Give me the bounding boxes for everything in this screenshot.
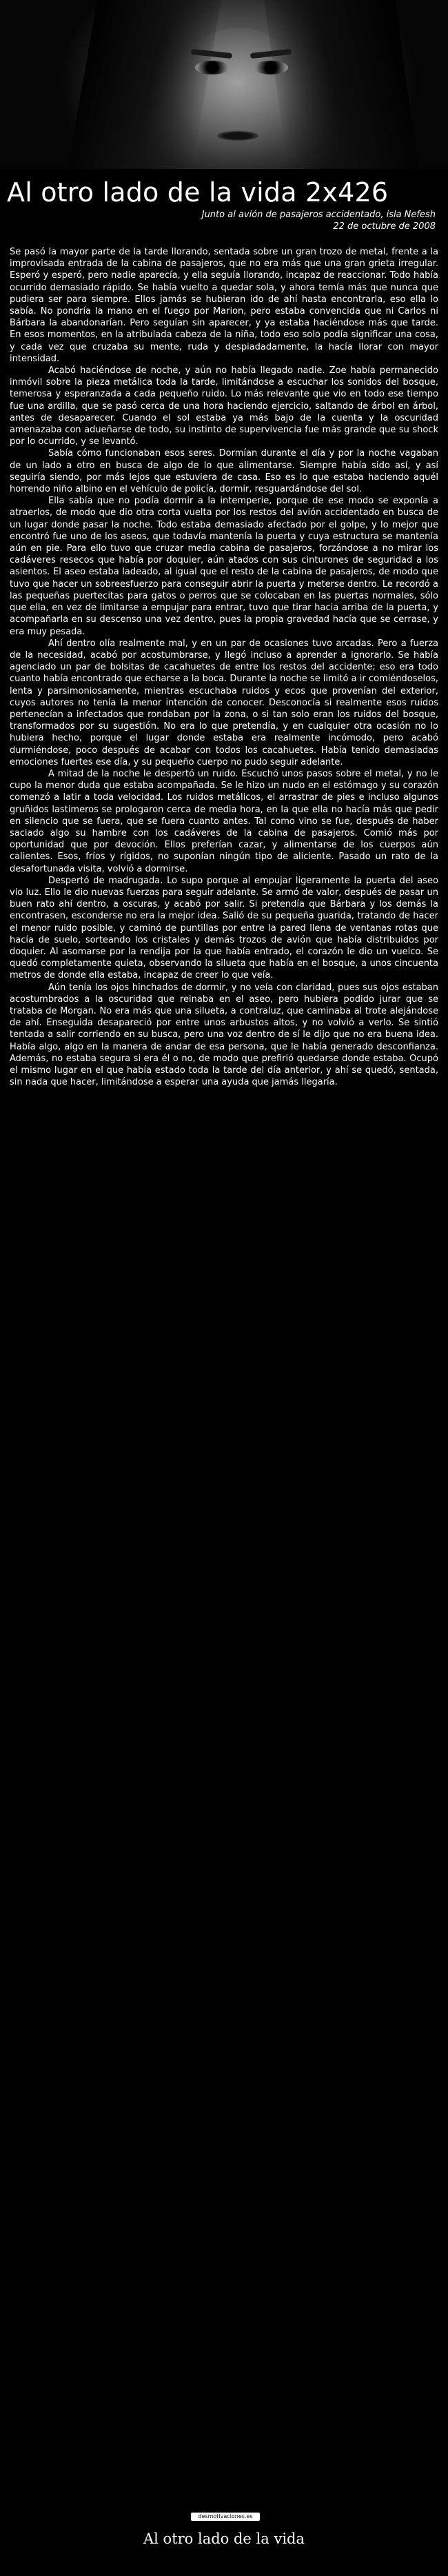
paragraph: Ahí dentro olía realmente mal, y en un par de ocasiones tuvo arcadas. Pero a fuerza de la necesidad, acabó por acostumbrarse, y llegó incluso a aprender a ignorarlo. Se había agenciado un par de bolsitas de cacahuetes de entre los restos del accidente; eso era todo cuanto había encontrado que echarse a la boca. Durante la noche se limitó a ir comiéndoselos, lenta y parsimoniosamente, mientras escuchaba ruidos y ecos que provenían del exterior, cuyos autores no tenía la menor intención de conocer. Desconocía si realmente esos ruidos pertenecían a infectados que rondaban por la zona, o si tan solo eran los ruidos del bosque, transformados por su sugestión. No era lo que pretendía, y en cualquier otra ocasión no lo hubiera hecho, porque el lugar donde estaba era realmente incómodo, pero acabó durmiéndose, poco después de acabar con todos los cacahuetes. Había tenido demasiadas emociones fuertes ese día, y su pequeño cuerpo no pudo seguir adelante. bbox=[10, 638, 438, 767]
paragraph: A mitad de la noche le despertó un ruido. Escuchó unos pasos sobre el metal, y no le cupo la menor duda que estaba acompañada. Se le hizo un nudo en el estómago y su corazón comenzó a latir a toda velocidad. Los ruidos metálicos, el arrastrar de pies e incluso algunos gruñidos lastimeros se prologaron cerca de media hora, en la que ella no hacía más que pedir en silencio que se fuera, que se fuera cuanto antes. Tal como vino se fue, después de haber saciado algo su hambre con los cadáveres de la cabina de pasajeros. Comió más por oportunidad que por devoción. Ellos preferían cazar, y alimentarse de los cuerpos aún calientes. Esos, fríos y rígidos, no suponían ningún tipo de aliciente. Pasado un rato de la desafortunada visita, volvió a dormirse. bbox=[10, 768, 438, 874]
mouth bbox=[217, 131, 258, 141]
site-watermark: desmotivaciones.es bbox=[191, 2513, 260, 2521]
paragraph: Sabía cómo funcionaban esos seres. Dormían durante el día y por la noche vagaban de un lado a otro en busca de algo de lo que alimentarse. Siempre había sido así, y así seguiría siendo, por más lejos que estuviera de casa. Eso es lo que estaba haciendo aquél horrendo niño albino en el vehículo de policía, dormir, resguardándose del sol. bbox=[10, 448, 438, 495]
header-photo bbox=[0, 0, 448, 169]
paragraph: Se pasó la mayor parte de la tarde llorando, sentada sobre un gran trozo de metal, frente a la improvisada entrada de la cabina de pasajeros, que no era más que una gran grieta irregular. Esperó y esperó, pero nadie aparecía, y ella seguía llorando, incapaz de reaccionar. Todo había ocurrido demasiado rápido. Se había vuelto a quedar sola, y ahora temía más que nunca que pudiera ser para siempre. Ellos jamás se hubieran ido de ahí hasta encontrarla, eso ella lo sabía. No pondría la mano en el fuego por Marion, pero estaba convencida que ni Carlos ni Bárbara la abandonarían. Pero seguían sin aparecer, y ya estaba haciéndose más que tarde. En esos momentos, en la atribulada cabeza de la niña, todo eso solo podía significar una cosa, y cada vez que cruzaba su mente, ruda y despiadadamente, la hacía llorar con mayor intensidad. bbox=[10, 247, 438, 364]
story-subtitle bbox=[0, 208, 448, 232]
subtitle-location: Junto al avión de pasajeros accidentado, isla Nefesh bbox=[201, 210, 436, 220]
left-eye bbox=[195, 61, 230, 74]
paragraph: Acabó haciéndose de noche, y aún no había llegado nadie. Zoe había permanecido inmóvil sobre la pieza metálica toda la tarde, limitándose a escuchar los sonidos del bosque, temerosa y esperanzada a cada pequeño ruido. Lo más relevante que vio en todo ese tiempo fue una ardilla, que se pasó cerca de una hora haciendo ejercicio, saltando de árbol en árbol, antes de desaparecer. Cuando el sol estaba ya más bajo de la cuenta y la oscuridad amenazaba con adueñarse de todo, su instinto de supervivencia fue más grande que su shock por lo ocurrido, y se levantó. bbox=[10, 365, 438, 447]
paragraph: Ella sabía que no podía dormir a la intemperie, porque de ese modo se exponía a atraerlos, de modo que dio otra corta vuelta por los restos del avión accidentado en busca de un lugar donde pasar la noche. Todo estaba demasiado afectado por el golpe, y lo mejor que encontró fue uno de los aseos, que todavía mantenía la puerta y cuya estructura se mantenía aún en pie. Para ello tuvo que cruzar media cabina de pasajeros, forzándose a no mirar los cadáveres resecos que había por doquier, aún atados con sus cinturones de seguridad a los asientos. El aseo estaba ladeado, al igual que el resto de la cabina de pasajeros, de modo que tuvo que hacer un sobreesfuerzo para conseguir abrir la puerta y meterse dentro. Le recordó a las pequeñas puertecitas para gatos o perros que se colocaban en las puertas normales, sólo que ella, en vez de limitarse a empujar para entrar, tuvo que tirar hacia arriba de la puerta, y acompañarla en su descenso una vez dentro, pues la propia gravedad hacía que se cerrase, y era muy pesada. bbox=[10, 496, 438, 637]
paragraph: Despertó de madrugada. Lo supo porque al empujar ligeramente la puerta del aseo vio luz. Ello le dio nuevas fuerzas para seguir adelante. Se armó de valor, después de pasar un buen rato ahí dentro, a oscuras, y acabó por salir. Si pretendía que Bárbara y los demás la encontrasen, esconderse no era la mejor idea. Salió de su pequeña guarida, tratando de hacer el menor ruido posible, y caminó de puntillas por entre la pared llena de ventanas rotas que hacía de suelo, sorteando los cristales y demás trozos de avión que había distribuidos por doquier. Al asomarse por la rendija por la que había entrado, el corazón le dio un vuelco. Se quedó completamente quieta, observando la silueta que había en el bosque, a unos cincuenta metros de donde ella estaba, incapaz de creer lo que veía. bbox=[10, 875, 438, 981]
paragraph: Aún tenía los ojos hinchados de dormir, y no veía con claridad, pues sus ojos estaban acostumbrados a la oscuridad que reinaba en el aseo, pero hubiera podido jurar que se trataba de Morgan. No era más que una silueta, a contraluz, que caminaba al trote alejándose de ahí. Enseguida desapareció por entre unos arbustos altos, y no volvió a verlo. Se sintió tentada a salir corriendo en su busca, pero una voz dentro de sí le dijo que no era buena idea. Había algo, algo en la manera de andar de esa persona, que le había generado desconfianza. Además, no estaba segura si era él o no, de modo que prefirió quedarse donde estaba. Ocupó el mismo lugar en el que había estado toda la tarde del día anterior, y ahí se quedó, sentada, sin nada que hacer, limitándose a esperar una ayuda que jamás llegaría. bbox=[10, 982, 438, 1088]
poster-caption: Al otro lado de la vida bbox=[143, 2530, 305, 2547]
story-title: Al otro lado de la vida 2x426 bbox=[7, 177, 389, 208]
hair-right-shape bbox=[263, 0, 420, 169]
right-eye bbox=[254, 61, 288, 74]
subtitle-date: 22 de octubre de 2008 bbox=[333, 221, 436, 232]
story-body bbox=[0, 232, 448, 1088]
